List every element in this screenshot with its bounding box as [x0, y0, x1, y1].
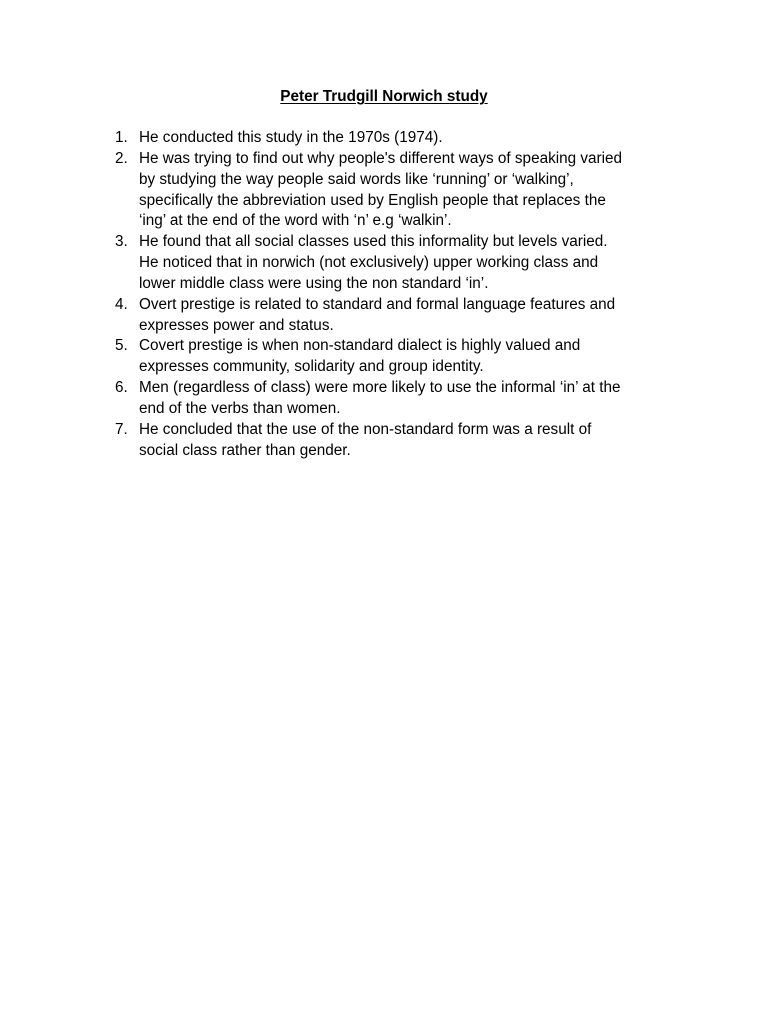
list-item-text: He was trying to find out why people's different ways of speaking varied [139, 149, 623, 167]
list-item-text: Covert prestige is when non-standard dialect is highly valued and [139, 337, 581, 355]
list-item-text: ‘ing’ at the end of the word with ‘n’ e.g ‘walkin’. [139, 212, 452, 230]
document-title: Peter Trudgill Norwich study [280, 88, 488, 105]
list-item-number: 4. [115, 295, 128, 313]
list-item [115, 295, 675, 337]
list-item-number: 2. [115, 149, 128, 167]
list-item-text: Men (regardless of class) were more likely to use the informal ‘in’ at the [139, 379, 621, 397]
list-item-text: lower middle class were using the non standard ‘in’. [139, 274, 489, 292]
list-item-number: 7. [115, 420, 128, 438]
list-item-text: specifically the abbreviation used by English people that replaces the [139, 191, 606, 209]
list-item-text: expresses community, solidarity and group identity. [139, 358, 484, 376]
list-item-text: expresses power and status. [139, 316, 334, 334]
list-item-number: 5. [115, 337, 128, 355]
list-item-number: 6. [115, 379, 128, 397]
list-item [115, 149, 675, 232]
list-item [115, 128, 675, 149]
numbered-list [115, 128, 675, 462]
list-item-number: 1. [115, 129, 128, 146]
list-item-text: He concluded that the use of the non-standard form was a result of [139, 420, 592, 438]
list-item [115, 336, 675, 378]
list-item [115, 420, 675, 462]
list-item-text: Overt prestige is related to standard and formal language features and [139, 295, 616, 313]
list-item-text: He conducted this study in the 1970s (1974). [139, 129, 443, 146]
list-item-text: social class rather than gender. [139, 441, 351, 459]
list-item-text: end of the verbs than women. [139, 399, 341, 417]
list-item [115, 232, 675, 295]
list-item-number: 3. [115, 233, 128, 251]
list-item-text: by studying the way people said words like ‘running’ or ‘walking’, [139, 170, 574, 188]
list-item-text: He found that all social classes used this informality but levels varied. [139, 233, 608, 251]
list-item [115, 378, 675, 420]
list-item-text: He noticed that in norwich (not exclusively) upper working class and [139, 254, 599, 272]
